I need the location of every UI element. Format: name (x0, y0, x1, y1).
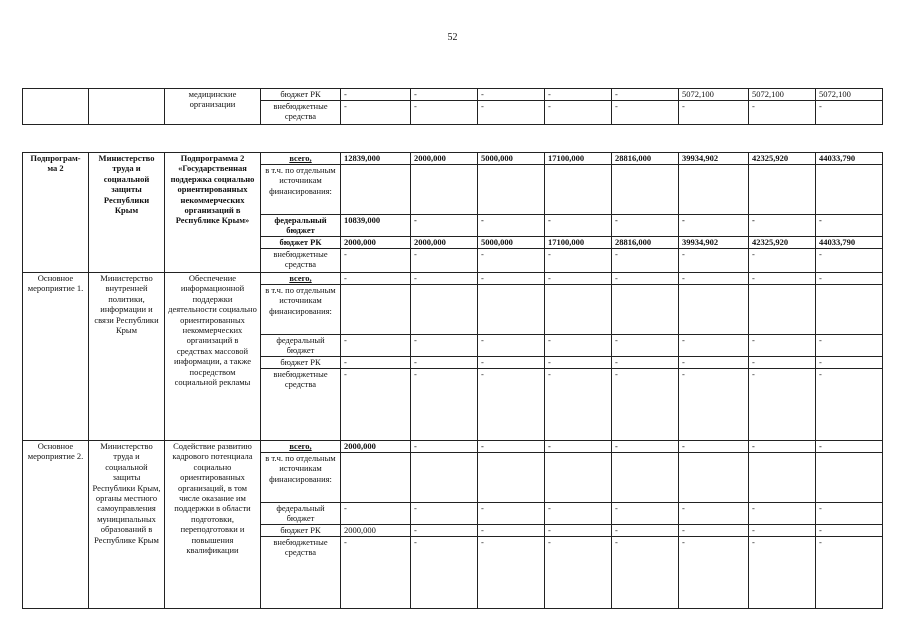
value-cell: - (478, 215, 545, 237)
value-cell: - (679, 335, 749, 357)
value-cell: - (411, 357, 478, 369)
value-cell: - (612, 335, 679, 357)
value-cell (341, 285, 411, 335)
value-cell (749, 285, 816, 335)
source-cell: федеральный бюджет (261, 503, 341, 525)
value-cell: - (679, 441, 749, 453)
source-cell: всего, (261, 273, 341, 285)
value-cell: 2000,000 (341, 525, 411, 537)
value-cell: - (341, 503, 411, 525)
source-cell: в т.ч. по отдельным источникам финансирования: (261, 165, 341, 215)
value-cell: 39934,902 (679, 153, 749, 165)
value-cell: - (749, 101, 816, 125)
value-cell (341, 453, 411, 503)
source-cell: внебюджетные средства (261, 101, 341, 125)
value-cell: - (411, 503, 478, 525)
value-cell: - (341, 89, 411, 101)
value-cell: 5072,100 (679, 89, 749, 101)
value-cell: 28816,000 (612, 153, 679, 165)
value-cell: - (545, 215, 612, 237)
value-cell: - (816, 503, 883, 525)
value-cell: - (679, 525, 749, 537)
source-cell: бюджет РК (261, 357, 341, 369)
name-cell: Подпрограмма 2 «Государственная поддержка социально ориентированных некоммерческих организаций в Республике Крым» (165, 153, 261, 273)
value-cell: 5072,100 (816, 89, 883, 101)
source-cell: внебюджетные средства (261, 537, 341, 609)
value-cell: - (816, 369, 883, 441)
value-cell: 2000,000 (411, 153, 478, 165)
value-cell (679, 165, 749, 215)
value-cell: - (679, 369, 749, 441)
value-cell: - (478, 503, 545, 525)
value-cell: - (545, 335, 612, 357)
value-cell: - (411, 215, 478, 237)
value-cell: - (679, 215, 749, 237)
value-cell: - (411, 441, 478, 453)
value-cell: - (679, 357, 749, 369)
source-cell: в т.ч. по отдельным источникам финансирования: (261, 453, 341, 503)
value-cell: - (411, 89, 478, 101)
value-cell: 28816,000 (612, 237, 679, 249)
value-cell: - (478, 537, 545, 609)
value-cell: - (612, 101, 679, 125)
value-cell (816, 165, 883, 215)
value-cell: - (612, 537, 679, 609)
value-cell (816, 453, 883, 503)
value-cell: 39934,902 (679, 237, 749, 249)
value-cell: - (411, 101, 478, 125)
table-row (23, 441, 883, 453)
org-cell: медицинские организации (165, 89, 261, 125)
source-cell: всего, (261, 441, 341, 453)
value-cell: - (411, 273, 478, 285)
value-cell: - (341, 537, 411, 609)
value-cell: - (545, 503, 612, 525)
value-cell (478, 165, 545, 215)
value-cell: 2000,000 (411, 237, 478, 249)
value-cell: - (749, 215, 816, 237)
value-cell: - (612, 273, 679, 285)
source-cell: бюджет РК (261, 525, 341, 537)
value-cell: - (545, 89, 612, 101)
value-cell: 5072,100 (749, 89, 816, 101)
value-cell (478, 453, 545, 503)
value-cell (679, 453, 749, 503)
value-cell: - (749, 249, 816, 273)
value-cell: - (478, 89, 545, 101)
value-cell: - (545, 249, 612, 273)
value-cell (545, 165, 612, 215)
source-cell: всего, (261, 153, 341, 165)
value-cell: - (749, 273, 816, 285)
name-cell: Содействие развитию кадрового потенциала социально ориентированных организаций, в том числе оказание им поддержки в области подготовки, переподготовки и повышения квалификации (165, 441, 261, 609)
code-cell: Подпрограм-ма 2 (23, 153, 89, 273)
value-cell: - (341, 101, 411, 125)
value-cell: - (749, 357, 816, 369)
executor-cell: Министерство труда и социальной защиты Республики Крым, органы местного самоуправления муниципальных образований в Республике Крым (89, 441, 165, 609)
table-row (23, 153, 883, 165)
value-cell: - (478, 369, 545, 441)
value-cell (816, 285, 883, 335)
value-cell: - (478, 441, 545, 453)
value-cell: - (411, 525, 478, 537)
value-cell: - (478, 101, 545, 125)
value-cell: - (679, 503, 749, 525)
value-cell (411, 285, 478, 335)
value-cell: 2000,000 (341, 237, 411, 249)
value-cell: - (816, 101, 883, 125)
value-cell: - (545, 369, 612, 441)
value-cell (411, 165, 478, 215)
value-cell (545, 285, 612, 335)
value-cell: 5000,000 (478, 153, 545, 165)
code-cell (23, 89, 89, 125)
value-cell: - (545, 101, 612, 125)
value-cell (749, 165, 816, 215)
value-cell: - (816, 537, 883, 609)
executor-cell: Министерство труда и социальной защиты Республики Крым (89, 153, 165, 273)
value-cell: - (545, 357, 612, 369)
value-cell: - (411, 537, 478, 609)
value-cell: - (341, 357, 411, 369)
value-cell: 44033,790 (816, 237, 883, 249)
value-cell: - (816, 249, 883, 273)
value-cell: - (478, 249, 545, 273)
value-cell: 42325,920 (749, 153, 816, 165)
value-cell: - (341, 249, 411, 273)
code-cell: Основное мероприятие 1. (23, 273, 89, 441)
value-cell: - (679, 249, 749, 273)
value-cell: - (816, 525, 883, 537)
value-cell (749, 453, 816, 503)
value-cell: 2000,000 (341, 441, 411, 453)
value-cell: - (816, 357, 883, 369)
value-cell: - (749, 537, 816, 609)
value-cell: - (411, 249, 478, 273)
value-cell (679, 285, 749, 335)
value-cell: - (679, 537, 749, 609)
value-cell: 5000,000 (478, 237, 545, 249)
value-cell: - (816, 215, 883, 237)
value-cell: - (411, 369, 478, 441)
value-cell: - (478, 357, 545, 369)
value-cell: - (545, 537, 612, 609)
executor-cell: Министерство внутренней политики, информации и связи Республики Крым (89, 273, 165, 441)
table-row (23, 273, 883, 285)
value-cell: - (612, 357, 679, 369)
value-cell: - (816, 441, 883, 453)
value-cell: - (612, 369, 679, 441)
program-funding-table (22, 152, 883, 609)
value-cell: - (749, 503, 816, 525)
value-cell: - (679, 101, 749, 125)
source-cell: бюджет РК (261, 89, 341, 101)
value-cell: - (816, 335, 883, 357)
value-cell: 42325,920 (749, 237, 816, 249)
value-cell: - (545, 441, 612, 453)
source-cell: внебюджетные средства (261, 369, 341, 441)
value-cell: - (612, 249, 679, 273)
value-cell (478, 285, 545, 335)
value-cell (341, 165, 411, 215)
value-cell: - (749, 369, 816, 441)
value-cell: 17100,000 (545, 237, 612, 249)
value-cell: - (749, 335, 816, 357)
value-cell: - (679, 273, 749, 285)
value-cell: - (612, 503, 679, 525)
value-cell: 10839,000 (341, 215, 411, 237)
value-cell: - (478, 273, 545, 285)
code-cell: Основное мероприятие 2. (23, 441, 89, 609)
value-cell: - (545, 525, 612, 537)
value-cell: - (612, 215, 679, 237)
value-cell (612, 285, 679, 335)
source-cell: внебюджетные средства (261, 249, 341, 273)
value-cell: - (749, 525, 816, 537)
value-cell: - (478, 335, 545, 357)
value-cell: 12839,000 (341, 153, 411, 165)
value-cell: - (749, 441, 816, 453)
executor-cell (89, 89, 165, 125)
value-cell (545, 453, 612, 503)
value-cell (411, 453, 478, 503)
value-cell: - (478, 525, 545, 537)
value-cell: - (612, 525, 679, 537)
value-cell: - (341, 369, 411, 441)
name-cell: Обеспечение информационной поддержки деятельности социально ориентированных некоммерческих организаций в средствах массовой информации, а также посредством социальной рекламы (165, 273, 261, 441)
source-cell: федеральный бюджет (261, 335, 341, 357)
value-cell: - (612, 89, 679, 101)
value-cell: 17100,000 (545, 153, 612, 165)
value-cell: - (411, 335, 478, 357)
value-cell: 44033,790 (816, 153, 883, 165)
source-cell: в т.ч. по отдельным источникам финансирования: (261, 285, 341, 335)
value-cell: - (341, 335, 411, 357)
value-cell: - (545, 273, 612, 285)
value-cell: - (612, 441, 679, 453)
page-number: 52 (447, 32, 458, 43)
value-cell: - (816, 273, 883, 285)
top-continuation-table (22, 88, 883, 125)
value-cell: - (341, 273, 411, 285)
source-cell: федеральный бюджет (261, 215, 341, 237)
source-cell: бюджет РК (261, 237, 341, 249)
value-cell (612, 165, 679, 215)
value-cell (612, 453, 679, 503)
